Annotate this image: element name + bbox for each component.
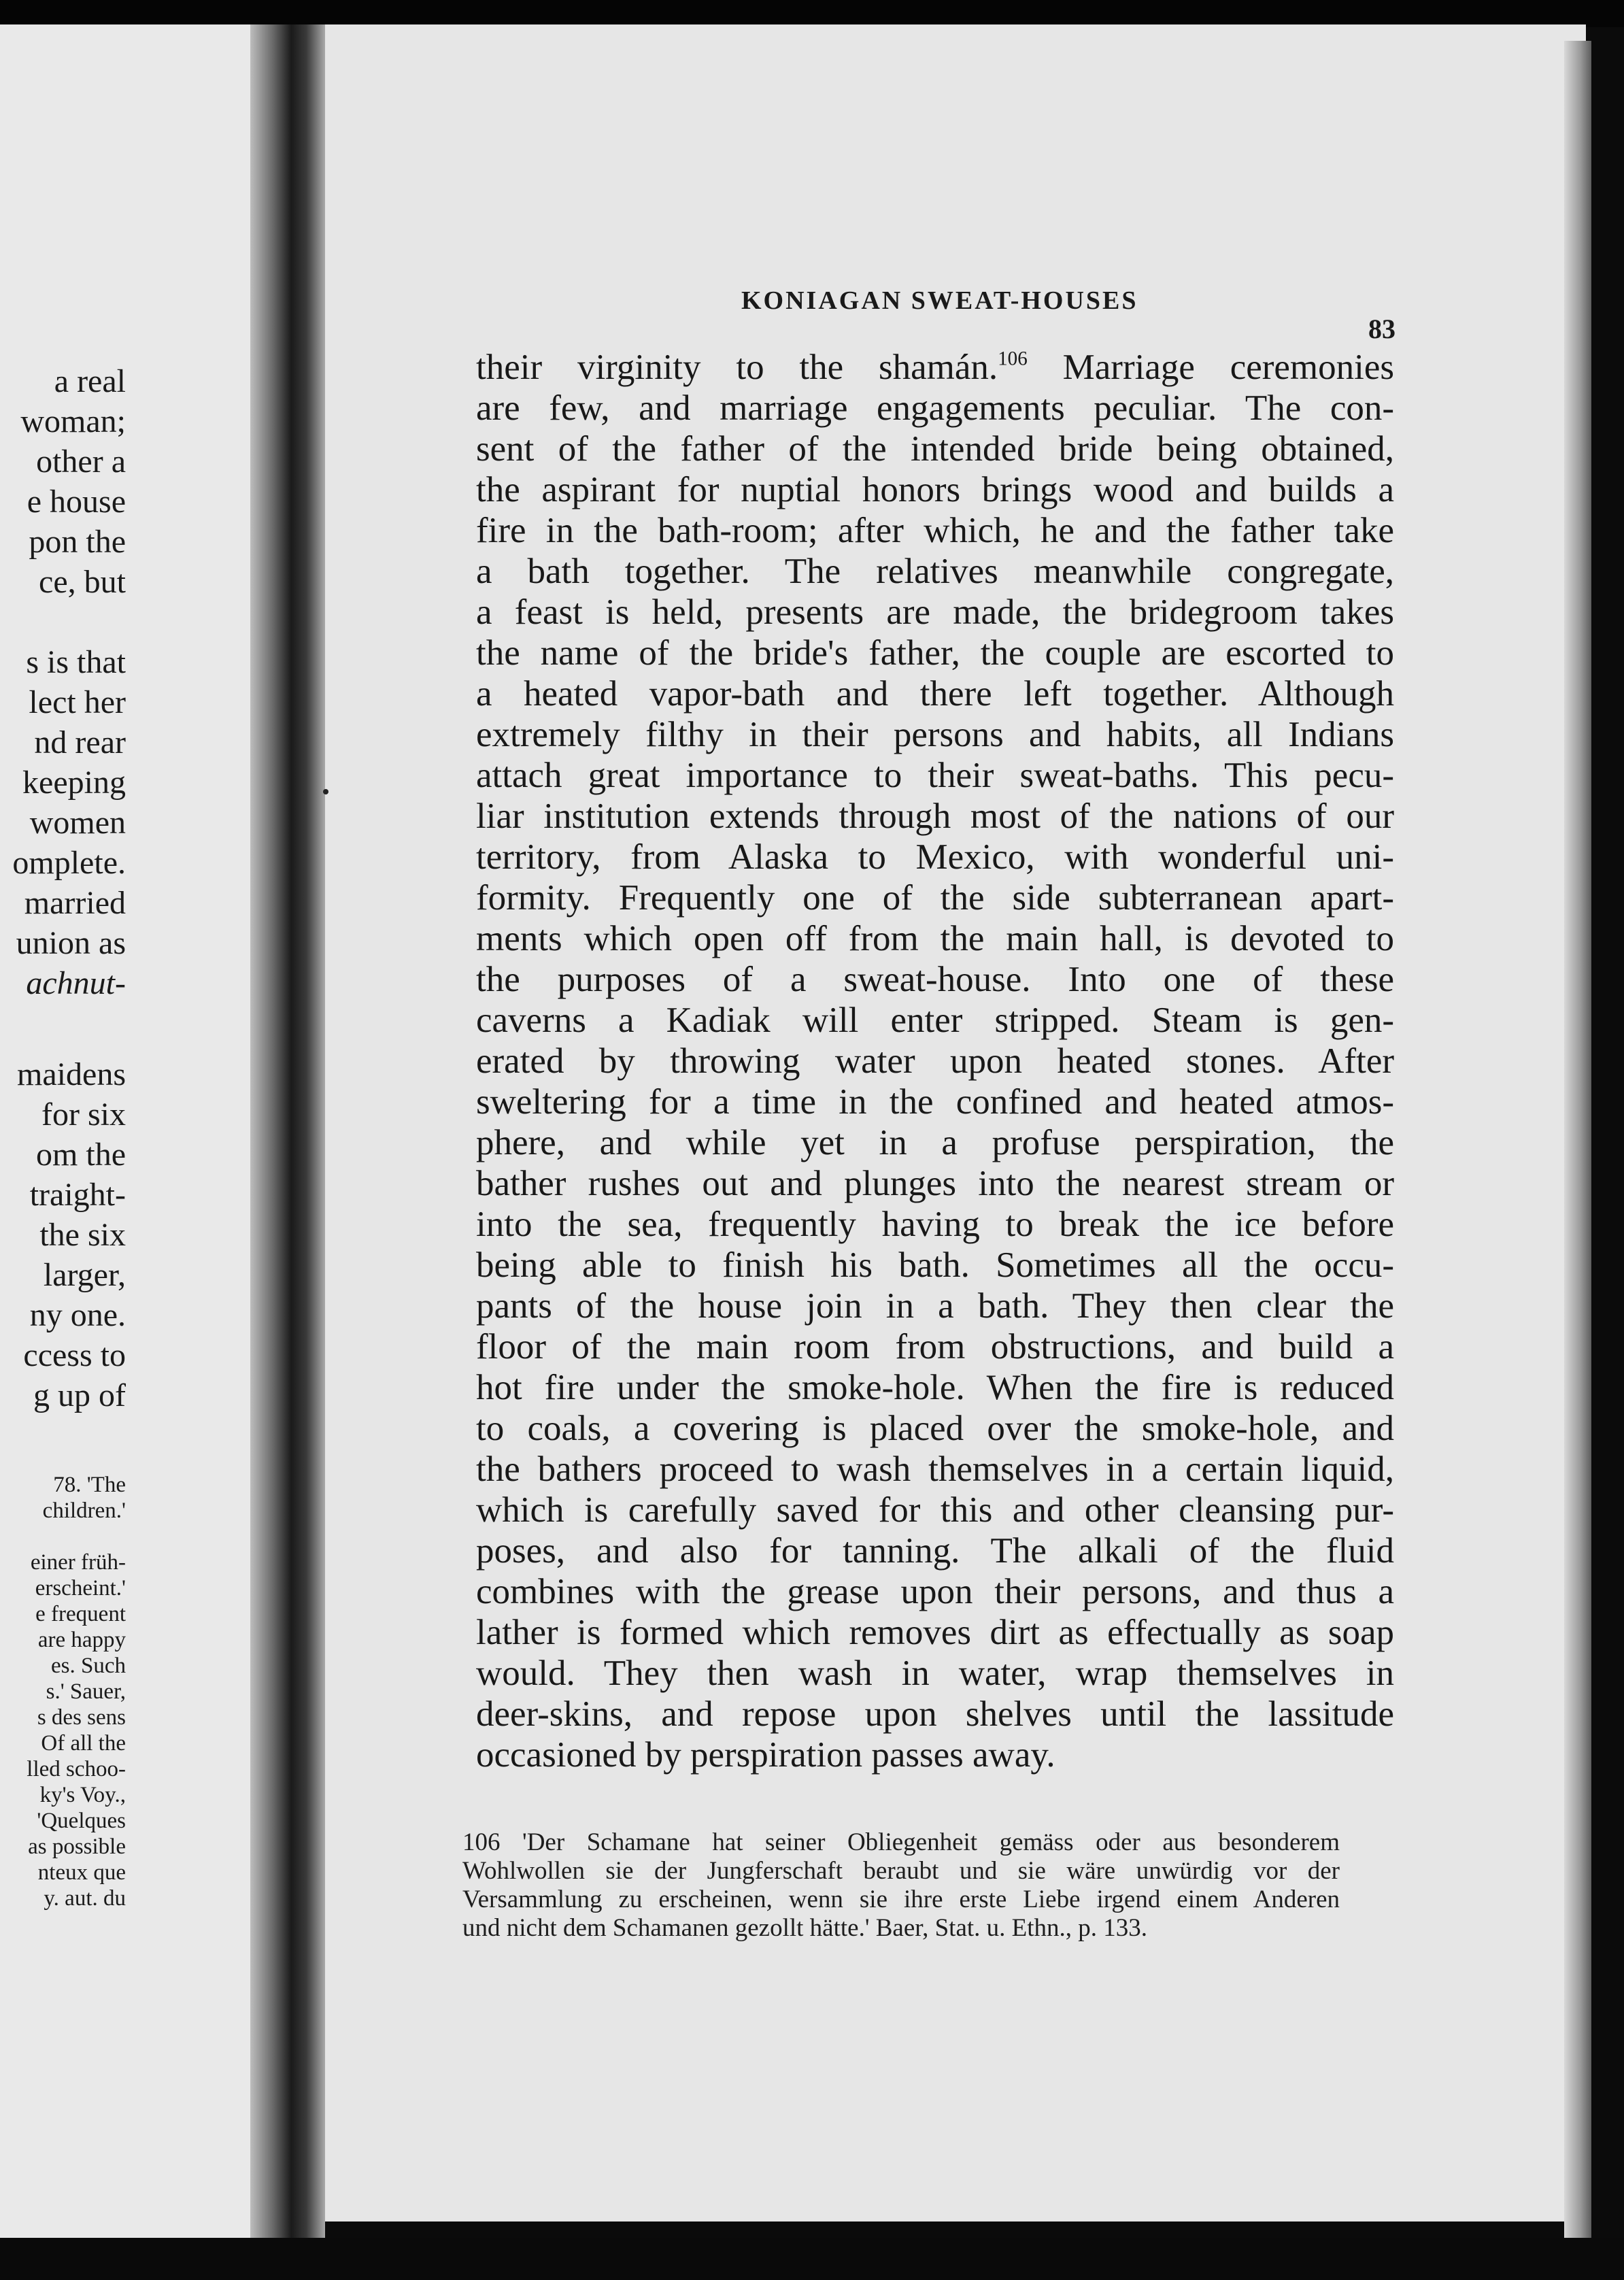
left-note-line: s.' Sauer, (46, 1679, 126, 1704)
left-note-line: erscheint.' (35, 1576, 126, 1600)
body-line: extremely filthy in their persons and habits, all Indians (476, 715, 1394, 754)
body-line: bather rushes out and plunges into the nearest stream or (476, 1164, 1394, 1203)
body-line: are few, and marriage engagements peculiar. The con- (476, 388, 1394, 428)
left-line: lect her (29, 684, 126, 720)
left-line: achnut- (26, 965, 126, 1001)
body-line: the purposes of a sweat-house. Into one of these (476, 960, 1394, 999)
body-line: sent of the father of the intended bride being obtained, (476, 429, 1394, 469)
body-line: would. They then wash in water, wrap themselves in (476, 1654, 1394, 1693)
left-line: e house (27, 484, 126, 520)
left-line: ny one. (29, 1297, 126, 1333)
left-note-line: 'Quelques (37, 1809, 126, 1833)
body-line: deer-skins, and repose upon shelves until the lassitude (476, 1694, 1394, 1734)
left-page-fragment (0, 24, 275, 2262)
body-line: erated by throwing water upon heated stones. After (476, 1041, 1394, 1081)
left-note-line: lled schoo- (27, 1757, 126, 1781)
left-line: ce, but (39, 564, 126, 600)
body-line: pants of the house join in a bath. They then clear the (476, 1286, 1394, 1326)
left-line: nd rear (34, 724, 126, 760)
body-line: territory, from Alaska to Mexico, with wonderful uni- (476, 837, 1394, 877)
left-line: omplete. (12, 845, 126, 881)
body-line: a feast is held, presents are made, the bridegroom takes (476, 592, 1394, 632)
left-note-line: as possible (28, 1834, 126, 1859)
left-line: for six (41, 1096, 126, 1133)
scan-top-border (0, 0, 1624, 27)
body-line: a heated vapor-bath and there left together. Although (476, 674, 1394, 714)
body-line: the name of the bride's father, the couple are escorted to (476, 633, 1394, 673)
running-head: KONIAGAN SWEAT-HOUSES (741, 286, 1138, 315)
left-note-line: e frequent (35, 1602, 126, 1626)
left-line: a real (54, 363, 126, 399)
book-gutter (250, 24, 325, 2242)
body-line: attach great importance to their sweat-baths. This pecu- (476, 756, 1394, 795)
body-line: liar institution extends through most of the nations of our (476, 797, 1394, 836)
margin-speck (323, 789, 328, 794)
footnote-line: und nicht dem Schamanen gezollt hätte.' Baer, Stat. u. Ethn., p. 133. (462, 1914, 1148, 1942)
left-line: pon the (29, 524, 126, 560)
left-note-line: y. aut. du (44, 1886, 126, 1911)
body-line: ments which open off from the main hall, is devoted to (476, 919, 1394, 958)
body-line (476, 347, 1394, 388)
body-text: Marriage ceremonies (1062, 348, 1395, 387)
left-line: women (29, 805, 126, 841)
left-line: woman; (20, 403, 126, 439)
body-line: floor of the main room from obstructions, and build a (476, 1327, 1394, 1367)
left-note-line: einer früh- (30, 1550, 126, 1575)
left-note-line: Of all the (41, 1731, 126, 1756)
left-line: traight- (29, 1177, 126, 1213)
body-line: combines with the grease upon their persons, and thus a (476, 1572, 1394, 1611)
footnote-line: Versammlung zu erscheinen, wenn sie ihre erste Liebe irgend einem Anderen (462, 1885, 1340, 1913)
body-line: the aspirant for nuptial honors brings wood and builds a (476, 470, 1394, 509)
left-note-line: es. Such (51, 1654, 126, 1678)
body-line: into the sea, frequently having to break the ice before (476, 1205, 1394, 1244)
left-line: the six (39, 1217, 126, 1253)
left-line: larger, (43, 1257, 126, 1293)
body-text: their virginity to the shamán. (476, 348, 998, 387)
left-line: union as (16, 925, 126, 961)
page-edge (1564, 41, 1591, 2238)
footnote-ref: 106 (998, 348, 1028, 370)
left-line: other a (36, 443, 126, 480)
left-note-line: 78. 'The (53, 1473, 126, 1497)
left-line: g up of (33, 1377, 126, 1413)
footnote-line: 106 'Der Schamane hat seiner Obliegenheit gemäss oder aus besonderem (462, 1828, 1340, 1856)
body-line: formity. Frequently one of the side subterranean apart- (476, 878, 1394, 918)
body-line: a bath together. The relatives meanwhile congregate, (476, 552, 1394, 591)
left-line: married (24, 885, 126, 921)
left-line: ccess to (23, 1337, 126, 1373)
body-line: phere, and while yet in a profuse perspiration, the (476, 1123, 1394, 1162)
left-note-line: children.' (42, 1498, 126, 1523)
body-line: fire in the bath-room; after which, he and the father take (476, 511, 1394, 550)
left-line: om the (36, 1137, 126, 1173)
body-line: being able to finish his bath. Sometimes all the occu- (476, 1245, 1394, 1285)
left-line: keeping (22, 765, 126, 801)
body-line: to coals, a covering is placed over the smoke-hole, and (476, 1409, 1394, 1448)
body-line: caverns a Kadiak will enter stripped. Steam is gen- (476, 1001, 1394, 1040)
left-line: maidens (17, 1056, 126, 1092)
body-line: sweltering for a time in the confined and heated atmos- (476, 1082, 1394, 1122)
body-line: lather is formed which removes dirt as effectually as soap (476, 1613, 1394, 1652)
scan-bottom-border (0, 2238, 1624, 2280)
page-number: 83 (1368, 314, 1395, 344)
body-line: occasioned by perspiration passes away. (476, 1735, 1055, 1775)
footnote-line: Wohlwollen sie der Jungferschaft beraubt und sie wäre unwürdig vor der (462, 1857, 1340, 1885)
left-note-line: s des sens (37, 1705, 126, 1730)
left-note-line: nteux que (37, 1860, 126, 1885)
body-line: which is carefully saved for this and other cleansing pur- (476, 1490, 1394, 1530)
left-line: s is that (26, 644, 126, 680)
left-note-line: ky's Voy., (39, 1783, 126, 1807)
body-line: the bathers proceed to wash themselves in a certain liquid, (476, 1449, 1394, 1489)
body-line: hot fire under the smoke-hole. When the fire is reduced (476, 1368, 1394, 1407)
left-note-line: are happy (37, 1628, 126, 1652)
body-line: poses, and also for tanning. The alkali of the fluid (476, 1531, 1394, 1571)
